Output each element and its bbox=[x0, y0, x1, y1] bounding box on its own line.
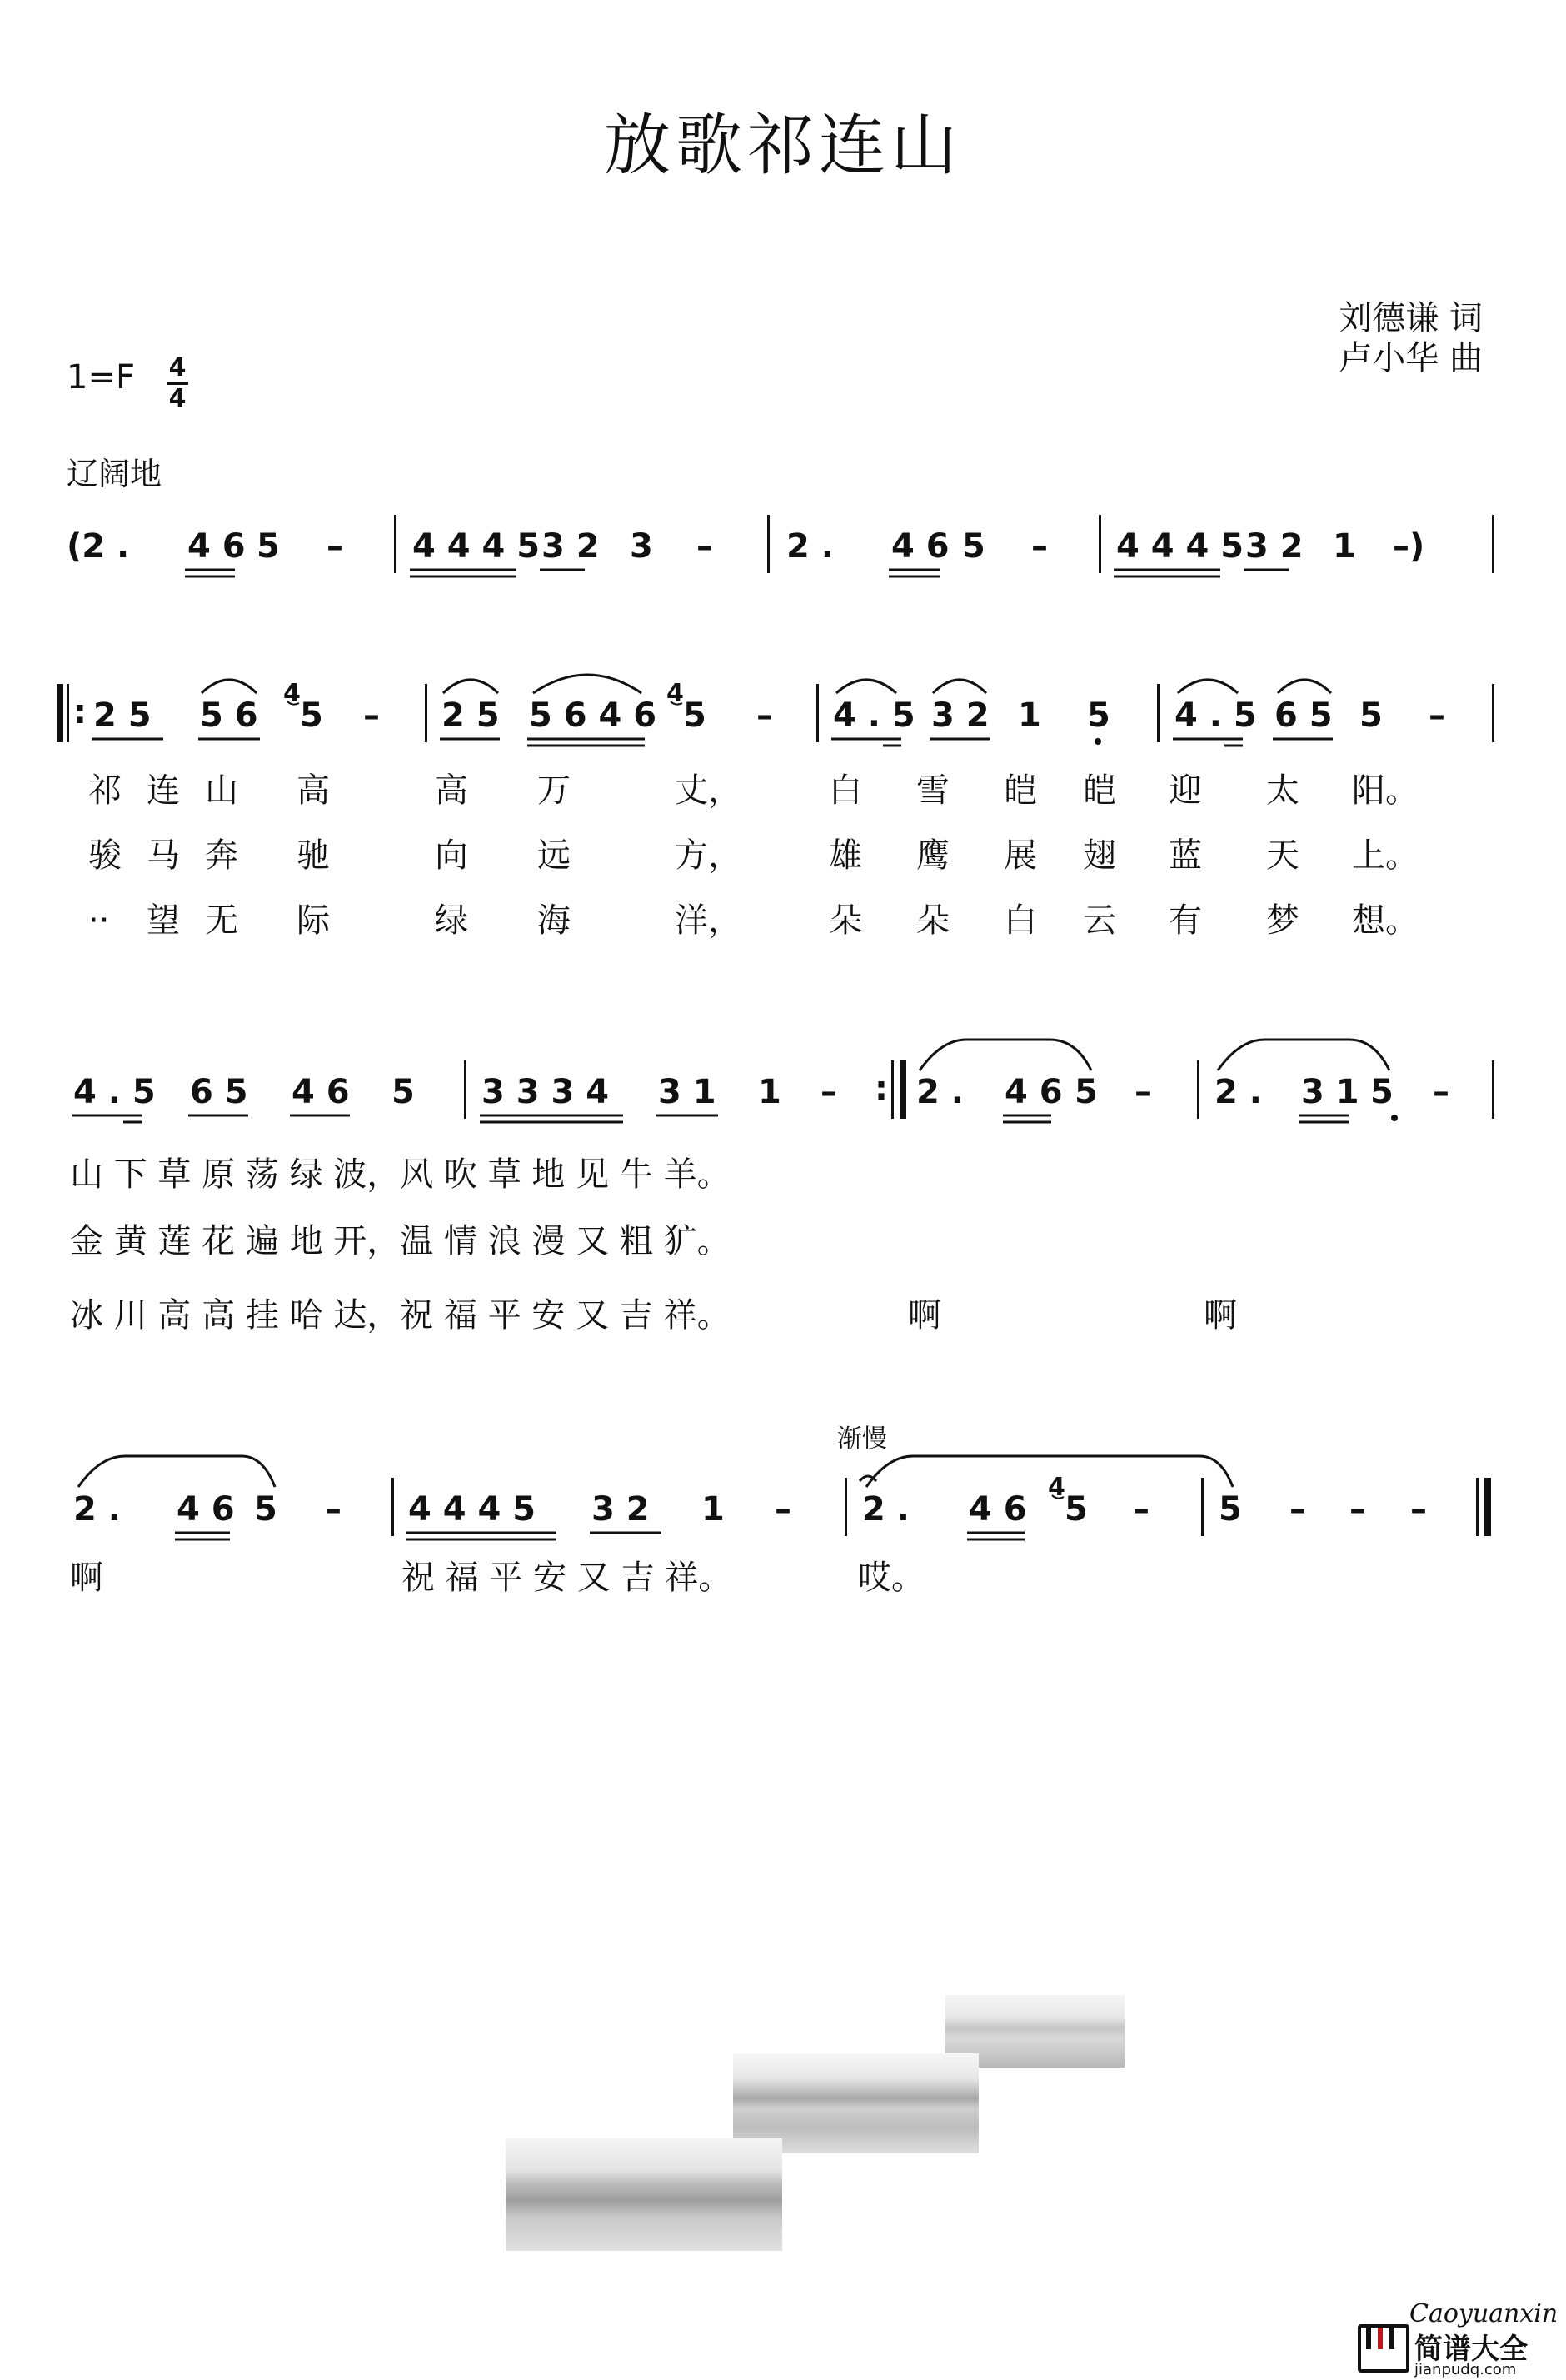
note-group: 5 6 4 6 bbox=[529, 696, 657, 735]
time-signature-bottom: 4 bbox=[167, 382, 188, 413]
lyric-syllable: 高 bbox=[435, 771, 468, 810]
lyric-syllable: 丈， bbox=[675, 771, 741, 810]
beam-underlines-line-1 bbox=[185, 570, 1289, 576]
grace-note: 4 bbox=[283, 679, 301, 708]
lyric-syllable: 白 bbox=[829, 771, 862, 810]
lyric-syllable: 云 bbox=[1083, 901, 1116, 940]
lyric-ah-final: 啊 bbox=[70, 1559, 103, 1597]
note-group: 4 6 bbox=[1005, 1073, 1063, 1111]
lyric-syllable: 皑 bbox=[1004, 771, 1037, 810]
note-group: – bbox=[1410, 1490, 1427, 1529]
octave-dots bbox=[1095, 738, 1398, 1121]
lyric-ending-word: 哎。 bbox=[858, 1559, 925, 1597]
lyric-syllable: 白 bbox=[1004, 901, 1037, 940]
note-group: 5 bbox=[1370, 1073, 1394, 1111]
note-group: 5 bbox=[1065, 1490, 1088, 1529]
lyric-syllable: 迎 bbox=[1169, 771, 1202, 810]
lyric-syllable: 朵 bbox=[829, 901, 862, 940]
lyric-syllable: 际 bbox=[297, 901, 330, 940]
note-group: 2 . bbox=[862, 1490, 910, 1529]
slurs-line-3 bbox=[920, 1040, 1389, 1070]
note-group: – bbox=[363, 696, 380, 735]
lyric-syllable: 鹰 bbox=[916, 836, 950, 875]
lyric-syllable: 绿 bbox=[435, 901, 468, 940]
lyric-syllable: 阳。 bbox=[1352, 771, 1419, 810]
lyric-syllable: 海 bbox=[537, 901, 571, 940]
note-group: – bbox=[696, 527, 713, 566]
note-group: 2 . bbox=[916, 1073, 964, 1111]
note-group: (2 . bbox=[67, 527, 130, 566]
beam-underlines-line-4 bbox=[175, 1533, 1025, 1539]
song-title: 放歌祁连山 bbox=[604, 107, 962, 184]
lyric-syllable: 方， bbox=[675, 836, 741, 875]
lyric-syllable: 皑 bbox=[1083, 771, 1116, 810]
site-watermark-logo bbox=[1358, 2299, 1566, 2380]
note-group: 4 6 bbox=[177, 1490, 235, 1529]
lyric-syllable: 骏 bbox=[88, 836, 122, 875]
note-group: 2 . bbox=[786, 527, 834, 566]
note-group: 4 6 bbox=[292, 1073, 350, 1111]
lyric-syllable: 洋， bbox=[675, 901, 741, 940]
beam-underlines-line-3 bbox=[72, 1115, 1349, 1122]
note-group: – bbox=[1031, 527, 1048, 566]
note-group: 4 4 4 5 bbox=[1116, 527, 1244, 566]
note-group: 4 . 5 bbox=[73, 1073, 156, 1111]
lyric-syllable: 向 bbox=[435, 836, 468, 875]
note-group: 4 6 bbox=[969, 1490, 1027, 1529]
note-group: 4 6 bbox=[891, 527, 950, 566]
note-group: – bbox=[325, 1490, 342, 1529]
tempo-marking: 辽阔地 bbox=[67, 456, 162, 492]
slurs-line-2 bbox=[202, 675, 1331, 693]
note-group: 3 2 bbox=[931, 696, 990, 735]
piano-icon bbox=[1358, 2324, 1409, 2373]
lyric-syllable: 万 bbox=[537, 771, 571, 810]
tempo-change: 渐慢 bbox=[837, 1425, 887, 1454]
note-group: 6 5 bbox=[190, 1073, 248, 1111]
lyric-syllable: 翅 bbox=[1083, 836, 1116, 875]
grassland-photo bbox=[506, 2138, 782, 2251]
lyric-syllable: 天 bbox=[1266, 836, 1299, 875]
lyric-syllable: 望 bbox=[147, 901, 180, 940]
lyric-syllable: 上。 bbox=[1352, 836, 1419, 875]
note-group: 5 bbox=[300, 696, 323, 735]
note-group: 3 3 3 4 bbox=[481, 1073, 610, 1111]
lyric-ah: 啊 bbox=[1204, 1296, 1237, 1335]
note-group: 1 bbox=[1333, 527, 1356, 566]
note-group: 3 1 bbox=[1301, 1073, 1359, 1111]
lyric-syllable: 连 bbox=[147, 771, 180, 810]
chorus-lyrics-2: 金 黄 莲 花 遍 地 开，温 情 浪 漫 又 粗 犷。 bbox=[70, 1222, 731, 1260]
note-group: 5 bbox=[683, 696, 706, 735]
note-group: 5 bbox=[1087, 696, 1110, 735]
note-group: – bbox=[756, 696, 773, 735]
grace-note: 4 bbox=[1048, 1473, 1065, 1502]
beam-underlines-line-2 bbox=[92, 739, 1333, 746]
note-group: 3 2 bbox=[591, 1490, 650, 1529]
note-group: 2 5 bbox=[441, 696, 500, 735]
note-group: –) bbox=[1393, 527, 1425, 566]
note-group: 3 2 bbox=[1245, 527, 1304, 566]
chorus-lyrics-3: 冰 川 高 高 挂 哈 达，祝 福 平 安 又 吉 祥。 bbox=[70, 1296, 731, 1335]
note-group: 3 1 bbox=[658, 1073, 716, 1111]
lyric-syllable: 高 bbox=[297, 771, 330, 810]
note-group: – bbox=[775, 1490, 791, 1529]
note-group: 4 4 4 5 bbox=[412, 527, 541, 566]
lyricist-credit: 刘德谦 词 bbox=[1339, 299, 1483, 337]
lyric-syllable: 想。 bbox=[1352, 901, 1419, 940]
note-group: 4 4 4 5 bbox=[408, 1490, 536, 1529]
watermark-script: Caoyuanxin bbox=[1409, 2299, 1559, 2328]
note-group: 5 bbox=[962, 527, 985, 566]
note-group: – bbox=[1133, 1490, 1150, 1529]
repeat-dots: : bbox=[875, 1070, 888, 1108]
note-group: 4 . 5 bbox=[833, 696, 915, 735]
repeat-dots: : bbox=[73, 693, 87, 731]
lyric-syllable: 展 bbox=[1004, 836, 1037, 875]
lyric-syllable: 奔 bbox=[205, 836, 238, 875]
note-group: – bbox=[1433, 1073, 1449, 1111]
lyric-syllable: 有 bbox=[1169, 901, 1202, 940]
note-group: 5 6 bbox=[200, 696, 258, 735]
note-group: – bbox=[1289, 1490, 1306, 1529]
lyric-syllable: 太 bbox=[1266, 771, 1299, 810]
chorus-lyrics-1: 山 下 草 原 荡 绿 波，风 吹 草 地 见 牛 羊。 bbox=[70, 1155, 731, 1194]
lyric-ah: 啊 bbox=[908, 1296, 941, 1335]
note-group: 4 6 bbox=[187, 527, 246, 566]
lyric-syllable: 雄 bbox=[829, 836, 862, 875]
grace-connector bbox=[287, 701, 1064, 1499]
ending-lyrics: 祝 福 平 安 又 吉 祥。 bbox=[401, 1559, 732, 1597]
lyric-syllable: 朵 bbox=[916, 901, 950, 940]
note-group: 1 bbox=[701, 1490, 725, 1529]
note-group: – bbox=[327, 527, 343, 566]
lyric-syllable: 无 bbox=[205, 901, 238, 940]
lyric-syllable: 雪 bbox=[916, 771, 950, 810]
lyric-syllable: 山 bbox=[205, 771, 238, 810]
note-group: 2 5 bbox=[93, 696, 152, 735]
note-group: 5 bbox=[1075, 1073, 1098, 1111]
lyric-syllable: ·· bbox=[88, 901, 110, 940]
key-signature: 1=F bbox=[67, 358, 135, 397]
note-group: 6 5 bbox=[1274, 696, 1333, 735]
lyric-syllable: 蓝 bbox=[1169, 836, 1202, 875]
time-signature-top: 4 bbox=[168, 353, 187, 382]
note-group: 4 . 5 bbox=[1174, 696, 1257, 735]
note-group: – bbox=[1349, 1490, 1366, 1529]
note-group: – bbox=[1135, 1073, 1151, 1111]
composer-credit: 卢小华 曲 bbox=[1339, 339, 1483, 377]
note-group: – bbox=[820, 1073, 837, 1111]
note-group: 5 bbox=[254, 1490, 277, 1529]
slurs-line-4 bbox=[78, 1456, 1233, 1487]
watermark-site: jianpudq.com bbox=[1414, 2361, 1517, 2378]
lyric-syllable: 远 bbox=[537, 836, 571, 875]
note-group: 5 bbox=[392, 1073, 415, 1111]
note-group: 5 bbox=[257, 527, 280, 566]
note-group: 1 bbox=[1018, 696, 1041, 735]
note-group: 2 . bbox=[73, 1490, 121, 1529]
lyric-syllable: 驰 bbox=[297, 836, 330, 875]
note-group: 3 bbox=[630, 527, 653, 566]
lyric-syllable: 马 bbox=[147, 836, 180, 875]
lyric-syllable: 祁 bbox=[88, 771, 122, 810]
note-group: 5 bbox=[1359, 696, 1383, 735]
lyric-syllable: 梦 bbox=[1266, 901, 1299, 940]
note-group: 2 . bbox=[1214, 1073, 1262, 1111]
note-group: 5 bbox=[1219, 1490, 1242, 1529]
note-group: 1 bbox=[758, 1073, 781, 1111]
watermark-name: 简谱大全 bbox=[1414, 2333, 1528, 2366]
note-group: – bbox=[1429, 696, 1445, 735]
note-group: 3 2 bbox=[541, 527, 600, 566]
grace-note: 4 bbox=[666, 679, 684, 708]
